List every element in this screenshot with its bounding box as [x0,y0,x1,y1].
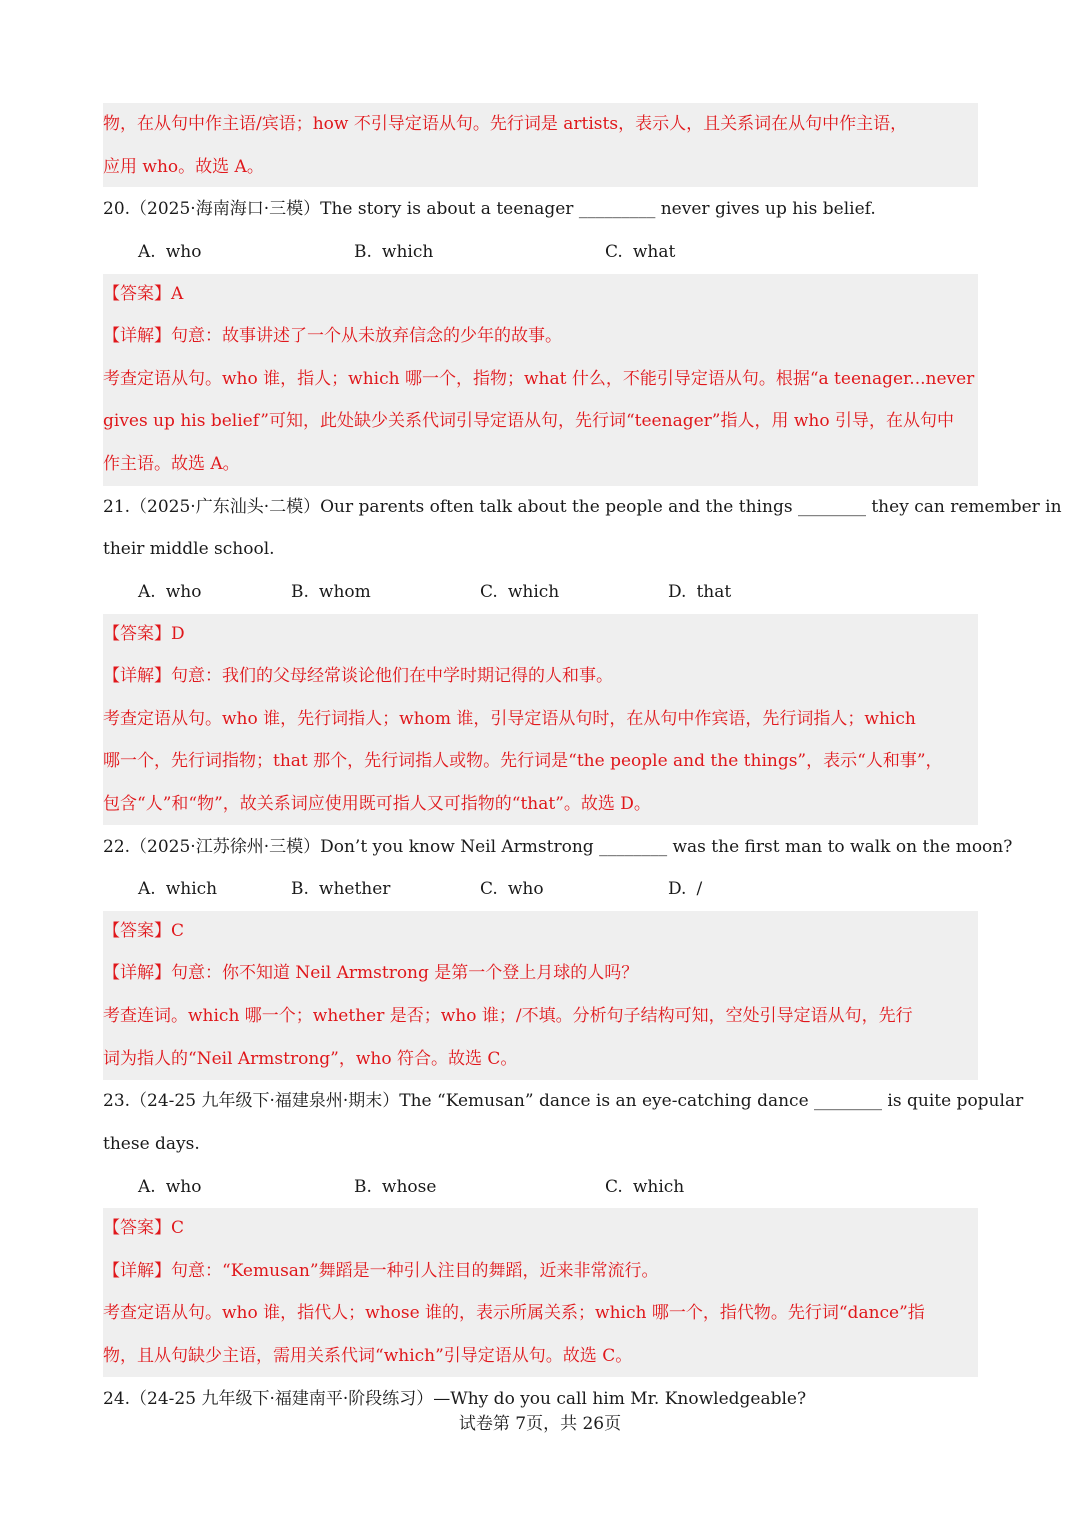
option-letter: A. [138,582,156,602]
option-letter: B. [291,879,309,899]
q23-stem-2: these days. [103,1134,200,1154]
q21-option-a [138,581,201,603]
option-text: which [165,879,218,899]
q22-answer: 【答案】C [103,921,185,941]
option-text: which [381,242,434,262]
option-text: that [696,582,732,602]
q21-stem-2: their middle school. [103,539,275,559]
option-text: what [632,242,676,262]
option-letter: C. [480,582,498,602]
option-letter: D. [668,879,687,899]
q22-stem: 22.（2025·江苏徐州·三模）Don’t you know Neil Armstrong ________ was the first man to walk on the moon? [103,837,1013,857]
q21-answer: 【答案】D [103,624,185,644]
option-letter: B. [291,582,309,602]
q22-explain-2: 词为指人的“Neil Armstrong”，who 符合。故选 C。 [103,1049,518,1069]
q20-option-a [138,241,201,263]
prev-explanation-line-1: 物，在从句中作主语/宾语；how 不引导定语从句。先行词是 artists，表示人，且关系词在从句中作主语， [103,114,908,134]
q21-explain-3: 包含“人”和“物”，故关系词应使用既可指人又可指物的“that”。故选 D。 [103,794,651,814]
option-text: who [165,1177,202,1197]
q23-option-c [605,1176,684,1198]
q21-explain-2: 哪一个，先行词指物；that 那个，先行词指人或物。先行词是“the people and the things”，表示“人和事”， [103,751,943,771]
q20-explain-2: gives up his belief”可知，此处缺少关系代词引导定语从句，先行词“teenager”指人，用 who 引导，在从句中 [103,411,955,431]
q23-option-a [138,1176,201,1198]
q24-stem: 24.（24-25 九年级下·福建南平·阶段练习）—Why do you call him Mr. Knowledgeable? [103,1389,807,1409]
option-text: who [507,879,544,899]
option-text: which [507,582,560,602]
prev-explanation-line-2: 应用 who。故选 A。 [103,157,264,177]
option-letter: C. [605,242,623,262]
q22-option-b [291,878,390,900]
option-letter: D. [668,582,687,602]
q20-detail: 【详解】句意：故事讲述了一个从未放弃信念的少年的故事。 [103,326,562,346]
q21-stem-1: 21.（2025·广东汕头·二模）Our parents often talk about the people and the things ________ they can remember in [103,497,1062,517]
q21-option-c [480,581,559,603]
option-letter: C. [480,879,498,899]
q22-option-d [668,878,702,900]
q20-option-b [354,241,433,263]
q21-explain-1: 考查定语从句。who 谁，先行词指人；whom 谁，引导定语从句时，在从句中作宾语，先行词指人；which [103,709,916,729]
option-letter: A. [138,879,156,899]
q21-option-d [668,581,731,603]
option-letter: B. [354,1177,372,1197]
option-text: whom [318,582,371,602]
page-footer: 试卷第 7页，共 26页 [458,1414,622,1434]
q22-explain-1: 考查连词。which 哪一个；whether 是否；who 谁；/不填。分析句子结构可知，空处引导定语从句，先行 [103,1006,913,1026]
option-text: / [696,879,703,899]
q20-option-c [605,241,675,263]
q23-explain-2: 物，且从句缺少主语，需用关系代词“which”引导定语从句。故选 C。 [103,1346,633,1366]
option-text: who [165,242,202,262]
q22-option-c [480,878,544,900]
q20-explain-1: 考查定语从句。who 谁，指人；which 哪一个，指物；what 什么，不能引导定语从句。根据“a teenager...never [103,369,975,389]
option-text: which [632,1177,685,1197]
q22-detail: 【详解】句意：你不知道 Neil Armstrong 是第一个登上月球的人吗？ [103,963,639,983]
q20-stem: 20.（2025·海南海口·三模）The story is about a teenager _________ never gives up his belief. [103,199,876,219]
option-text: whether [318,879,391,899]
option-letter: C. [605,1177,623,1197]
q22-option-a [138,878,217,900]
option-text: whose [381,1177,437,1197]
option-letter: B. [354,242,372,262]
option-letter: A. [138,242,156,262]
option-letter: A. [138,1177,156,1197]
q20-answer: 【答案】A [103,284,184,304]
q23-answer: 【答案】C [103,1218,185,1238]
q23-detail: 【详解】句意：“Kemusan”舞蹈是一种引人注目的舞蹈，近来非常流行。 [103,1261,659,1281]
option-text: who [165,582,202,602]
q20-explain-3: 作主语。故选 A。 [103,454,240,474]
q23-explain-1: 考查定语从句。who 谁，指代人；whose 谁的，表示所属关系；which 哪一个，指代物。先行词“dance”指 [103,1303,925,1323]
q23-stem-1: 23.（24-25 九年级下·福建泉州·期末）The “Kemusan” dance is an eye-catching dance ________ is quite popular [103,1091,1024,1111]
q21-detail: 【详解】句意：我们的父母经常谈论他们在中学时期记得的人和事。 [103,666,613,686]
q23-option-b [354,1176,436,1198]
q21-option-b [291,581,371,603]
